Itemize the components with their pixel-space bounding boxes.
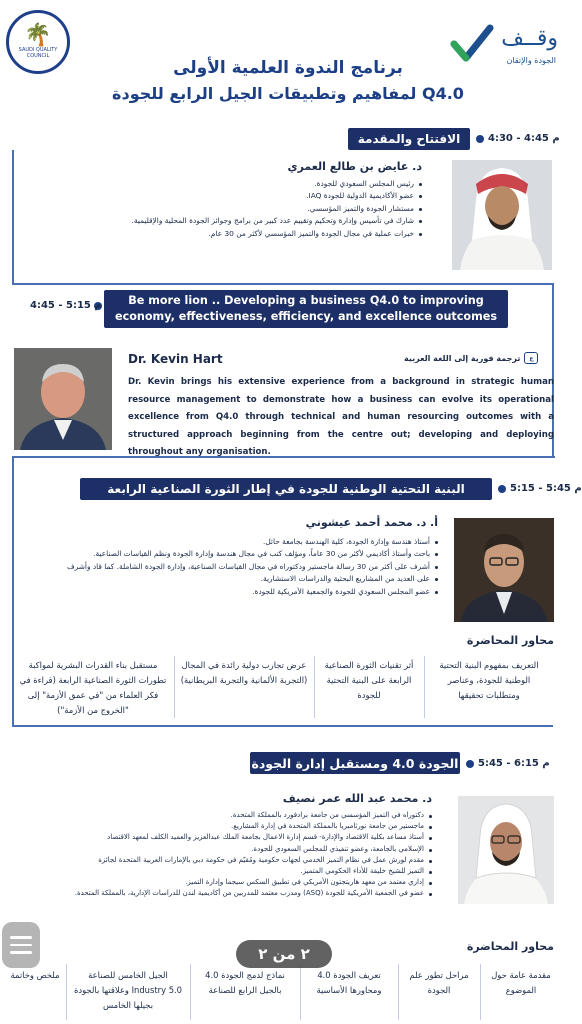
menu-icon-bar bbox=[10, 944, 32, 947]
timeline-line bbox=[12, 456, 14, 726]
session-4-axis-item: نماذج لدمج الجودة 4.0 بالجيل الرابع للصناعة bbox=[205, 970, 285, 995]
session-4-speaker: د. محمد عبد الله عمر نصيف bbox=[282, 792, 432, 805]
bio-item: شارك في تأسيس وإدارة وتحكيم وتقييم عدد كبير من برامج وجوائز الجودة المحلية والإقليمية. bbox=[92, 215, 422, 227]
bio-item: خبرات عملية في مجال الجودة والتميز المؤسسي لأكثر من 30 عام. bbox=[92, 228, 422, 240]
session-2-bio: Dr. Kevin brings his extensive experience from a background in strategic human resource management to demonstrate how a business can evolve its operational excellence from Q4.0 through technical and human resourcing outcomes with a structured approach beginning from the centre out; developing and deploying throughout any organisation. bbox=[128, 377, 554, 457]
speaker-photo bbox=[454, 518, 554, 622]
session-2-title: Be more lion .. Developing a business Q4.0 to improving economy, effectiveness, efficiency, and excellence outcomes bbox=[104, 290, 508, 328]
translate-icon: ع bbox=[524, 352, 538, 364]
timeline-dot bbox=[466, 760, 474, 768]
session-4-time: 5:45 - 6:15 م bbox=[478, 758, 550, 769]
session-3-speaker: أ. د. محمد أحمد عيشوني bbox=[305, 516, 438, 529]
session-4-axes-title: محاور المحاضرة bbox=[466, 940, 554, 953]
timeline-line bbox=[12, 283, 553, 285]
speaker-photo bbox=[14, 348, 112, 450]
session-4-axis-item: تعريف الجودة 4.0 ومحاورها الأساسية bbox=[316, 970, 382, 995]
timeline-dot bbox=[498, 485, 506, 493]
page-indicator: ٢ من ٢ bbox=[236, 940, 332, 968]
waqf-logo-subtitle: الجودة والإتقان bbox=[506, 56, 556, 65]
session-2-time: 4:45 - 5:15 م bbox=[30, 300, 102, 311]
checkmark-logo-icon bbox=[450, 24, 494, 64]
session-3-bio bbox=[18, 536, 438, 598]
timeline-dot bbox=[476, 135, 484, 143]
program-subtitle: لمفاهيم وتطبيقات الجيل الرابع للجودة Q4.0 bbox=[112, 84, 464, 103]
menu-icon-bar bbox=[10, 936, 32, 939]
translation-badge bbox=[404, 352, 538, 364]
bio-item: عضو المجلس السعودي للجودة والجمعية الأمريكية للجودة. bbox=[18, 586, 438, 598]
bio-item: مستشار الجودة والتميز المؤسسي. bbox=[92, 203, 422, 215]
floating-menu-button[interactable] bbox=[2, 922, 40, 968]
session-4-axis-item: مراحل تطور علم الجودة bbox=[409, 970, 469, 995]
session-1-speaker: د. عايض بن طالع العمري bbox=[287, 160, 422, 173]
axis-divider bbox=[398, 964, 399, 1020]
axis-divider bbox=[480, 964, 481, 1020]
axis-divider bbox=[424, 656, 425, 718]
session-3-title: البنية التحتية الوطنية للجودة في إطار الثورة الصناعية الرابعة bbox=[80, 478, 492, 500]
waqf-logo-name: وقــف bbox=[501, 26, 558, 51]
session-3-axis-item: عرض تجارب دولية رائدة في المجال (التجربة الألمانية والتجربة البريطانية) bbox=[180, 660, 308, 685]
session-4-axis-item: الجيل الخامس للصناعة Industry 5.0 وعلاقتها بالجودة بجيلها الخامس bbox=[73, 970, 183, 1010]
session-1-bio bbox=[92, 178, 422, 240]
bio-item: مقدم لورش عمل في نظام التميز الخدمي لجهات حكومية ومُقيّم في حكومة دبي بالإمارات العربية المتحدة لجائزة bbox=[8, 855, 432, 866]
waqf-logo bbox=[450, 22, 560, 72]
bio-item: باحث وأستاذ أكاديمي لأكثر من 30 عاماً، ومؤلف كتب في مجال هندسة وإدارة الجودة ونظم القياسات الصناعية. bbox=[18, 548, 438, 560]
bio-item: على العديد من المشاريع البحثية والدراسات الاستشارية. bbox=[18, 573, 438, 585]
session-4-bio bbox=[8, 810, 432, 900]
bio-item: إداري معتمد من معهد هاريتجتون الأمريكي في تطبيق السكس سيجما وإدارة التميز. bbox=[8, 877, 432, 888]
translation-label: ترجمة فورية إلى اللغة العربية bbox=[404, 353, 521, 363]
bio-item: ماجستير من جامعة نورثامبريا بالمملكة المتحدة في إدارة المشاريع. bbox=[8, 821, 432, 832]
session-3-axis-item: أثر تقنيات الثورة الصناعية الرابعة على البنية التحتية للجودة bbox=[324, 660, 414, 700]
session-4-axis-item: مقدمة عامة حول الموضوع bbox=[491, 970, 551, 995]
session-3-time: 5:15 - 5:45 م bbox=[510, 483, 582, 494]
bio-item: رئيس المجلس السعودي للجودة. bbox=[92, 178, 422, 190]
program-title: برنامج الندوة العلمية الأولى bbox=[173, 58, 403, 78]
timeline-line bbox=[12, 725, 553, 727]
bio-item: عضو الأكاديمية الدولية للجودة IAQ. bbox=[92, 190, 422, 202]
timeline-line bbox=[12, 150, 14, 285]
axis-divider bbox=[190, 964, 191, 1020]
session-1-time: 4:30 - 4:45 م bbox=[488, 133, 560, 144]
bio-item: أستاذ هندسة وإدارة الجودة، كلية الهندسة بجامعة حائل. bbox=[18, 536, 438, 548]
bio-item: التميز للشيخ خليفة للأداء الحكومي المتميز. bbox=[8, 866, 432, 877]
saudi-quality-council-logo: 🌴 SAUDI QUALITY COUNCIL bbox=[6, 10, 70, 74]
axis-divider bbox=[66, 964, 67, 1020]
axis-divider bbox=[300, 964, 301, 1020]
speaker-photo bbox=[458, 796, 554, 904]
axis-divider bbox=[174, 656, 175, 718]
bio-item: دكتوراه في التميز المؤسسي من جامعة برادفورد بالمملكة المتحدة. bbox=[8, 810, 432, 821]
bio-item: الإسلامي بالجامعة، وعضو تنفيذي للمجلس السعودي للجودة. bbox=[8, 844, 432, 855]
session-4-title: الجودة 4.0 ومستقبل إدارة الجودة bbox=[250, 752, 460, 774]
axis-divider bbox=[314, 656, 315, 718]
session-3-axis-item: مستقبل بناء القدرات البشرية لمواكبة تطورات الثورة الصناعية الرابعة (قراءة في فكر العلماء من "في عمق الأزمة" إلى "الخروج من الأزمة") bbox=[19, 660, 167, 715]
speaker-photo bbox=[452, 160, 552, 270]
session-1-title: الافتتاح والمقدمة bbox=[348, 128, 470, 150]
session-3-axis-item: التعريف بمفهوم البنية التحتية الوطنية للجودة، وعناصر ومتطلبات تحقيقها bbox=[439, 660, 539, 700]
session-4-axis-item: ملخص وخاتمة bbox=[10, 970, 60, 980]
bio-item: أستاذ مساعد بكلية الاقتصاد والإدارة- قسم إدارة الاعمال بجامعة الملك عبدالعزيز والعميد الكلف لمعهد الاقتصاد bbox=[8, 832, 432, 843]
menu-icon-bar bbox=[10, 951, 32, 954]
bio-item: عضو في الجمعية الأمريكية للجودة (ASQ) ومدرب معتمد للمدربين من أكاديمية لندن للدراسات الإدارية، بالمملكة المتحدة. bbox=[8, 888, 432, 899]
session-3-axes-title: محاور المحاضرة bbox=[466, 634, 554, 647]
bio-item: أشرف على أكثر من 30 رسالة ماجستير ودكتوراه في مجال القياسات الصناعية، وإدارة الجودة الشاملة. كما قاد وأشرف bbox=[18, 561, 438, 573]
palm-icon: 🌴 bbox=[24, 23, 52, 48]
session-2-speaker: Dr. Kevin Hart bbox=[128, 352, 223, 366]
